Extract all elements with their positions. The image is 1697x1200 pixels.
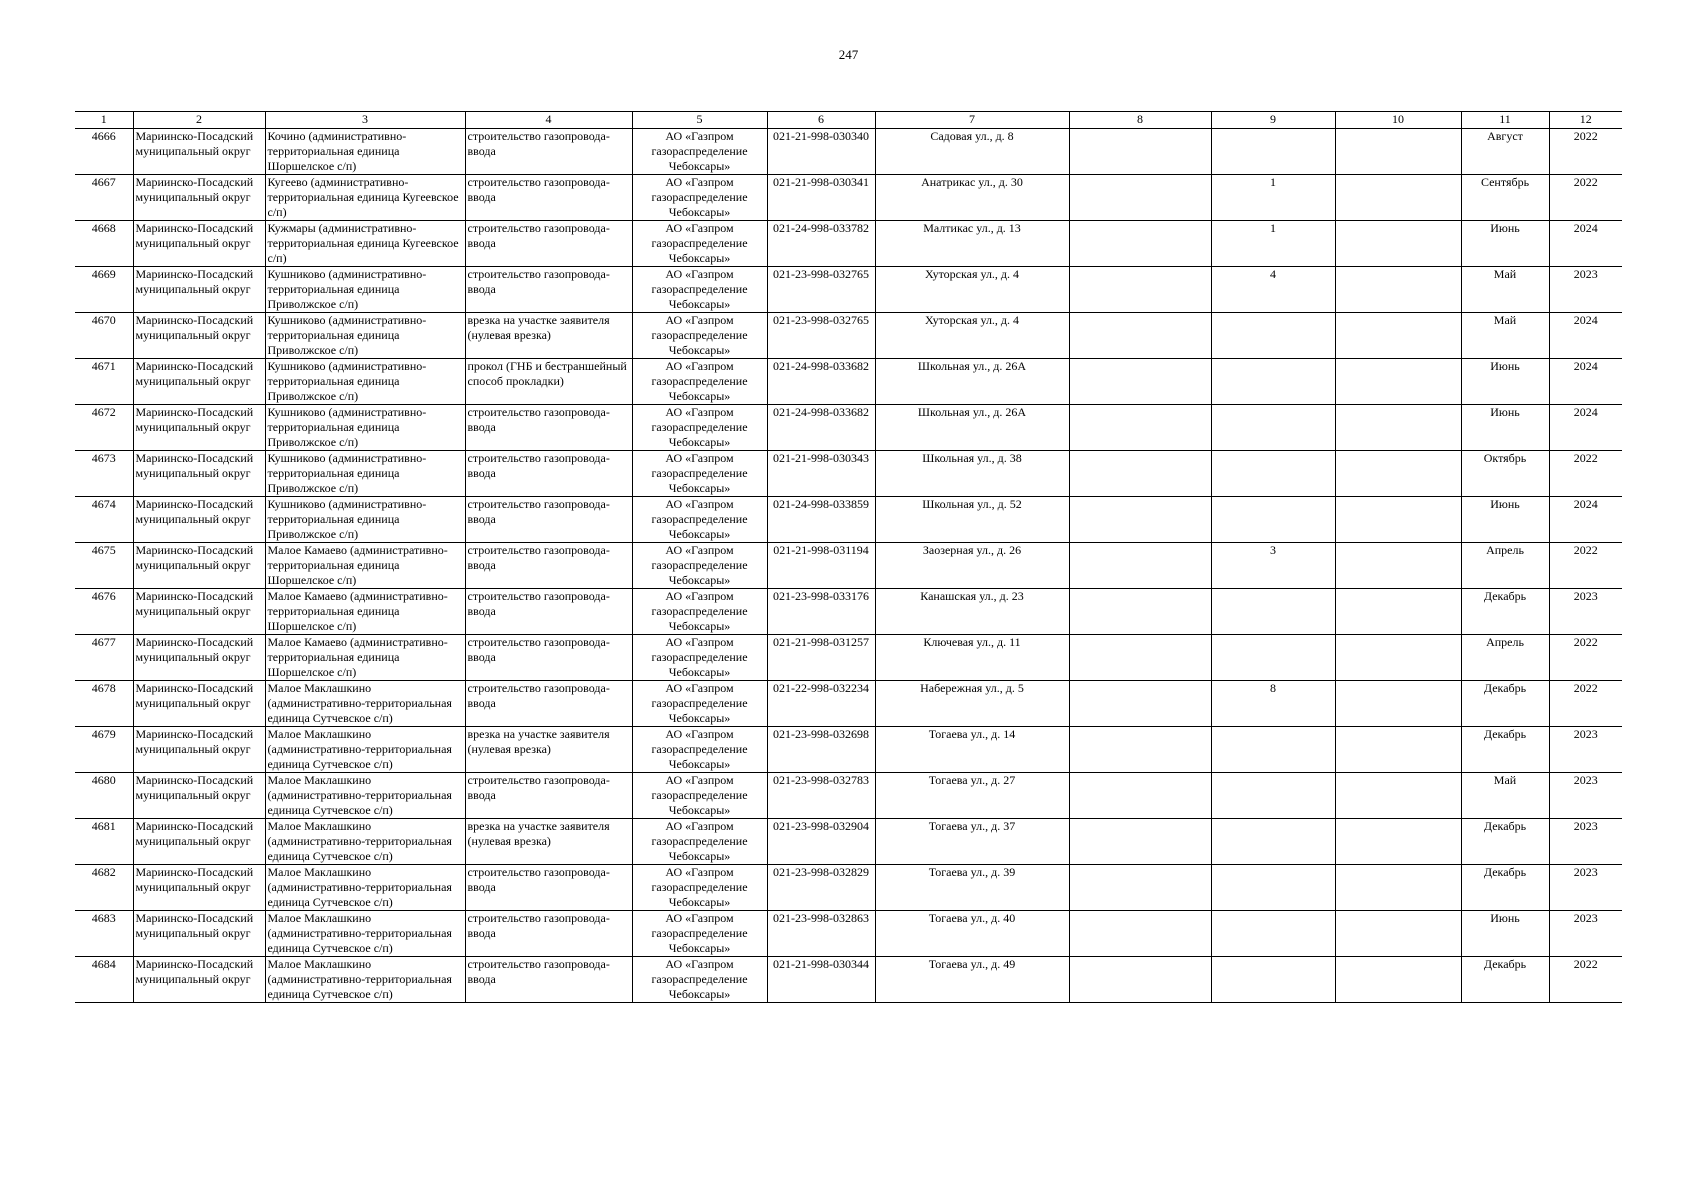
column-9-cell <box>1211 727 1335 773</box>
year-cell: 2024 <box>1549 221 1622 267</box>
table-row <box>75 911 1622 957</box>
district-cell: Мариинско-Посадский муниципальный округ <box>133 129 265 175</box>
address-cell: Заозерная ул., д. 26 <box>875 543 1069 589</box>
month-cell: Июнь <box>1461 497 1549 543</box>
column-header-1: 1 <box>75 112 133 129</box>
column-10-cell <box>1335 727 1461 773</box>
address-cell: Анатрикас ул., д. 30 <box>875 175 1069 221</box>
table-row <box>75 681 1622 727</box>
row-number-cell: 4671 <box>75 359 133 405</box>
column-header-3: 3 <box>265 112 465 129</box>
organization-cell: АО «Газпром газораспределение Чебоксары» <box>632 635 767 681</box>
table-row <box>75 405 1622 451</box>
application-code-cell: 021-21-998-030340 <box>767 129 875 175</box>
settlement-cell: Кочино (административно-территориальная единица Шоршелское с/п) <box>265 129 465 175</box>
organization-cell: АО «Газпром газораспределение Чебоксары» <box>632 681 767 727</box>
column-9-cell <box>1211 635 1335 681</box>
column-10-cell <box>1335 773 1461 819</box>
month-cell: Июнь <box>1461 359 1549 405</box>
organization-cell: АО «Газпром газораспределение Чебоксары» <box>632 497 767 543</box>
application-code-cell: 021-24-998-033782 <box>767 221 875 267</box>
column-10-cell <box>1335 957 1461 1003</box>
application-code-cell: 021-23-998-032863 <box>767 911 875 957</box>
district-cell: Мариинско-Посадский муниципальный округ <box>133 405 265 451</box>
table-row <box>75 267 1622 313</box>
work-type-cell: врезка на участке заявителя (нулевая врезка) <box>465 819 632 865</box>
row-number-cell: 4678 <box>75 681 133 727</box>
table-row <box>75 819 1622 865</box>
column-8-cell <box>1069 773 1211 819</box>
application-code-cell: 021-21-998-030341 <box>767 175 875 221</box>
address-cell: Набережная ул., д. 5 <box>875 681 1069 727</box>
column-header-9: 9 <box>1211 112 1335 129</box>
year-cell: 2022 <box>1549 635 1622 681</box>
work-type-cell: строительство газопровода-ввода <box>465 911 632 957</box>
row-number-cell: 4682 <box>75 865 133 911</box>
organization-cell: АО «Газпром газораспределение Чебоксары» <box>632 451 767 497</box>
organization-cell: АО «Газпром газораспределение Чебоксары» <box>632 865 767 911</box>
column-header-12: 12 <box>1549 112 1622 129</box>
table-row <box>75 497 1622 543</box>
year-cell: 2022 <box>1549 175 1622 221</box>
column-8-cell <box>1069 635 1211 681</box>
row-number-cell: 4684 <box>75 957 133 1003</box>
column-10-cell <box>1335 313 1461 359</box>
month-cell: Декабрь <box>1461 957 1549 1003</box>
year-cell: 2023 <box>1549 911 1622 957</box>
address-cell: Ключевая ул., д. 11 <box>875 635 1069 681</box>
month-cell: Декабрь <box>1461 681 1549 727</box>
settlement-cell: Кушниково (административно-территориальная единица Приволжское с/п) <box>265 313 465 359</box>
year-cell: 2022 <box>1549 681 1622 727</box>
work-type-cell: строительство газопровода-ввода <box>465 589 632 635</box>
settlement-cell: Кушниково (административно-территориальная единица Приволжское с/п) <box>265 359 465 405</box>
column-header-5: 5 <box>632 112 767 129</box>
table-row <box>75 957 1622 1003</box>
row-number-cell: 4676 <box>75 589 133 635</box>
work-type-cell: строительство газопровода-ввода <box>465 635 632 681</box>
month-cell: Май <box>1461 267 1549 313</box>
column-9-cell: 1 <box>1211 175 1335 221</box>
application-code-cell: 021-23-998-032904 <box>767 819 875 865</box>
organization-cell: АО «Газпром газораспределение Чебоксары» <box>632 359 767 405</box>
year-cell: 2024 <box>1549 497 1622 543</box>
organization-cell: АО «Газпром газораспределение Чебоксары» <box>632 819 767 865</box>
district-cell: Мариинско-Посадский муниципальный округ <box>133 681 265 727</box>
application-code-cell: 021-21-998-030343 <box>767 451 875 497</box>
column-10-cell <box>1335 911 1461 957</box>
work-type-cell: строительство газопровода-ввода <box>465 451 632 497</box>
work-type-cell: строительство газопровода-ввода <box>465 773 632 819</box>
address-cell: Школьная ул., д. 38 <box>875 451 1069 497</box>
page-number: 247 <box>838 47 859 62</box>
column-9-cell <box>1211 129 1335 175</box>
column-8-cell <box>1069 497 1211 543</box>
application-code-cell: 021-21-998-030344 <box>767 957 875 1003</box>
settlement-cell: Малое Маклашкино (административно-территориальная единица Сутчевское с/п) <box>265 865 465 911</box>
column-8-cell <box>1069 911 1211 957</box>
settlement-cell: Малое Маклашкино (административно-территориальная единица Сутчевское с/п) <box>265 681 465 727</box>
column-number-row <box>75 112 1622 129</box>
row-number-cell: 4681 <box>75 819 133 865</box>
year-cell: 2023 <box>1549 589 1622 635</box>
settlement-cell: Малое Маклашкино (административно-территориальная единица Сутчевское с/п) <box>265 957 465 1003</box>
work-type-cell: строительство газопровода-ввода <box>465 497 632 543</box>
column-8-cell <box>1069 957 1211 1003</box>
address-cell: Школьная ул., д. 26А <box>875 359 1069 405</box>
address-cell: Тогаева ул., д. 39 <box>875 865 1069 911</box>
column-9-cell <box>1211 865 1335 911</box>
column-8-cell <box>1069 221 1211 267</box>
column-9-cell <box>1211 773 1335 819</box>
column-8-cell <box>1069 405 1211 451</box>
row-number-cell: 4673 <box>75 451 133 497</box>
address-cell: Школьная ул., д. 26А <box>875 405 1069 451</box>
settlement-cell: Малое Маклашкино (административно-территориальная единица Сутчевское с/п) <box>265 727 465 773</box>
district-cell: Мариинско-Посадский муниципальный округ <box>133 543 265 589</box>
column-10-cell <box>1335 589 1461 635</box>
month-cell: Июнь <box>1461 405 1549 451</box>
organization-cell: АО «Газпром газораспределение Чебоксары» <box>632 313 767 359</box>
table-row <box>75 635 1622 681</box>
district-cell: Мариинско-Посадский муниципальный округ <box>133 635 265 681</box>
district-cell: Мариинско-Посадский муниципальный округ <box>133 773 265 819</box>
year-cell: 2022 <box>1549 451 1622 497</box>
month-cell: Декабрь <box>1461 589 1549 635</box>
organization-cell: АО «Газпром газораспределение Чебоксары» <box>632 589 767 635</box>
settlement-cell: Кушниково (административно-территориальная единица Приволжское с/п) <box>265 497 465 543</box>
settlement-cell: Кугеево (административно-территориальная единица Кугеевское с/п) <box>265 175 465 221</box>
column-10-cell <box>1335 497 1461 543</box>
address-cell: Тогаева ул., д. 14 <box>875 727 1069 773</box>
application-code-cell: 021-22-998-032234 <box>767 681 875 727</box>
work-type-cell: строительство газопровода-ввода <box>465 175 632 221</box>
month-cell: Май <box>1461 773 1549 819</box>
application-code-cell: 021-23-998-032783 <box>767 773 875 819</box>
settlement-cell: Кужмары (административно-территориальная единица Кугеевское с/п) <box>265 221 465 267</box>
settlement-cell: Кушниково (административно-территориальная единица Приволжское с/п) <box>265 451 465 497</box>
column-8-cell <box>1069 727 1211 773</box>
column-9-cell: 1 <box>1211 221 1335 267</box>
year-cell: 2022 <box>1549 957 1622 1003</box>
address-cell: Тогаева ул., д. 40 <box>875 911 1069 957</box>
settlement-cell: Кушниково (административно-территориальная единица Приволжское с/п) <box>265 405 465 451</box>
table-row <box>75 773 1622 819</box>
month-cell: Апрель <box>1461 543 1549 589</box>
district-cell: Мариинско-Посадский муниципальный округ <box>133 727 265 773</box>
year-cell: 2022 <box>1549 543 1622 589</box>
month-cell: Апрель <box>1461 635 1549 681</box>
address-cell: Канашская ул., д. 23 <box>875 589 1069 635</box>
year-cell: 2023 <box>1549 773 1622 819</box>
district-cell: Мариинско-Посадский муниципальный округ <box>133 865 265 911</box>
organization-cell: АО «Газпром газораспределение Чебоксары» <box>632 175 767 221</box>
column-8-cell <box>1069 129 1211 175</box>
table-row <box>75 865 1622 911</box>
column-8-cell <box>1069 175 1211 221</box>
column-10-cell <box>1335 129 1461 175</box>
organization-cell: АО «Газпром газораспределение Чебоксары» <box>632 911 767 957</box>
month-cell: Декабрь <box>1461 865 1549 911</box>
table-row <box>75 543 1622 589</box>
row-number-cell: 4675 <box>75 543 133 589</box>
work-type-cell: строительство газопровода-ввода <box>465 221 632 267</box>
organization-cell: АО «Газпром газораспределение Чебоксары» <box>632 727 767 773</box>
table-row <box>75 727 1622 773</box>
work-type-cell: строительство газопровода-ввода <box>465 543 632 589</box>
application-code-cell: 021-23-998-032765 <box>767 267 875 313</box>
year-cell: 2024 <box>1549 313 1622 359</box>
column-8-cell <box>1069 267 1211 313</box>
settlement-cell: Малое Камаево (административно-территориальная единица Шоршелское с/п) <box>265 589 465 635</box>
table-row <box>75 129 1622 175</box>
address-cell: Тогаева ул., д. 37 <box>875 819 1069 865</box>
work-type-cell: врезка на участке заявителя (нулевая врезка) <box>465 727 632 773</box>
month-cell: Сентябрь <box>1461 175 1549 221</box>
column-9-cell <box>1211 405 1335 451</box>
column-10-cell <box>1335 451 1461 497</box>
organization-cell: АО «Газпром газораспределение Чебоксары» <box>632 773 767 819</box>
settlement-cell: Малое Маклашкино (административно-территориальная единица Сутчевское с/п) <box>265 773 465 819</box>
district-cell: Мариинско-Посадский муниципальный округ <box>133 497 265 543</box>
address-cell: Тогаева ул., д. 49 <box>875 957 1069 1003</box>
column-8-cell <box>1069 819 1211 865</box>
row-number-cell: 4674 <box>75 497 133 543</box>
table-row <box>75 221 1622 267</box>
application-code-cell: 021-21-998-031194 <box>767 543 875 589</box>
column-header-7: 7 <box>875 112 1069 129</box>
application-code-cell: 021-24-998-033859 <box>767 497 875 543</box>
organization-cell: АО «Газпром газораспределение Чебоксары» <box>632 129 767 175</box>
column-10-cell <box>1335 681 1461 727</box>
column-9-cell <box>1211 911 1335 957</box>
column-header-11: 11 <box>1461 112 1549 129</box>
row-number-cell: 4683 <box>75 911 133 957</box>
column-8-cell <box>1069 313 1211 359</box>
work-type-cell: строительство газопровода-ввода <box>465 405 632 451</box>
settlement-cell: Малое Камаево (административно-территориальная единица Шоршелское с/п) <box>265 543 465 589</box>
column-10-cell <box>1335 359 1461 405</box>
column-10-cell <box>1335 175 1461 221</box>
row-number-cell: 4667 <box>75 175 133 221</box>
column-9-cell <box>1211 359 1335 405</box>
column-9-cell <box>1211 819 1335 865</box>
application-code-cell: 021-23-998-032698 <box>767 727 875 773</box>
month-cell: Декабрь <box>1461 727 1549 773</box>
year-cell: 2023 <box>1549 727 1622 773</box>
month-cell: Октябрь <box>1461 451 1549 497</box>
settlement-cell: Малое Маклашкино (административно-территориальная единица Сутчевское с/п) <box>265 911 465 957</box>
month-cell: Июнь <box>1461 911 1549 957</box>
column-8-cell <box>1069 865 1211 911</box>
table-header <box>75 112 1622 129</box>
column-header-8: 8 <box>1069 112 1211 129</box>
application-code-cell: 021-21-998-031257 <box>767 635 875 681</box>
gas-connection-table <box>75 111 1622 1003</box>
column-9-cell <box>1211 497 1335 543</box>
month-cell: Август <box>1461 129 1549 175</box>
year-cell: 2024 <box>1549 405 1622 451</box>
district-cell: Мариинско-Посадский муниципальный округ <box>133 313 265 359</box>
work-type-cell: строительство газопровода-ввода <box>465 267 632 313</box>
column-8-cell <box>1069 681 1211 727</box>
column-9-cell: 8 <box>1211 681 1335 727</box>
column-10-cell <box>1335 543 1461 589</box>
district-cell: Мариинско-Посадский муниципальный округ <box>133 359 265 405</box>
row-number-cell: 4670 <box>75 313 133 359</box>
settlement-cell: Малое Маклашкино (административно-территориальная единица Сутчевское с/п) <box>265 819 465 865</box>
column-header-6: 6 <box>767 112 875 129</box>
column-header-4: 4 <box>465 112 632 129</box>
column-9-cell: 4 <box>1211 267 1335 313</box>
address-cell: Малтикас ул., д. 13 <box>875 221 1069 267</box>
district-cell: Мариинско-Посадский муниципальный округ <box>133 175 265 221</box>
year-cell: 2024 <box>1549 359 1622 405</box>
row-number-cell: 4672 <box>75 405 133 451</box>
table-row <box>75 451 1622 497</box>
organization-cell: АО «Газпром газораспределение Чебоксары» <box>632 267 767 313</box>
work-type-cell: строительство газопровода-ввода <box>465 129 632 175</box>
district-cell: Мариинско-Посадский муниципальный округ <box>133 221 265 267</box>
row-number-cell: 4668 <box>75 221 133 267</box>
application-code-cell: 021-23-998-033176 <box>767 589 875 635</box>
address-cell: Хуторская ул., д. 4 <box>875 267 1069 313</box>
application-code-cell: 021-24-998-033682 <box>767 405 875 451</box>
column-header-2: 2 <box>133 112 265 129</box>
work-type-cell: прокол (ГНБ и бестраншейный способ прокладки) <box>465 359 632 405</box>
column-10-cell <box>1335 405 1461 451</box>
month-cell: Май <box>1461 313 1549 359</box>
organization-cell: АО «Газпром газораспределение Чебоксары» <box>632 405 767 451</box>
column-header-10: 10 <box>1335 112 1461 129</box>
column-9-cell: 3 <box>1211 543 1335 589</box>
column-8-cell <box>1069 543 1211 589</box>
work-type-cell: строительство газопровода-ввода <box>465 681 632 727</box>
column-10-cell <box>1335 221 1461 267</box>
table-row <box>75 359 1622 405</box>
application-code-cell: 021-24-998-033682 <box>767 359 875 405</box>
column-9-cell <box>1211 589 1335 635</box>
year-cell: 2023 <box>1549 819 1622 865</box>
work-type-cell: врезка на участке заявителя (нулевая врезка) <box>465 313 632 359</box>
organization-cell: АО «Газпром газораспределение Чебоксары» <box>632 543 767 589</box>
table-body <box>75 129 1622 1003</box>
work-type-cell: строительство газопровода-ввода <box>465 865 632 911</box>
work-type-cell: строительство газопровода-ввода <box>465 957 632 1003</box>
address-cell: Хуторская ул., д. 4 <box>875 313 1069 359</box>
column-9-cell <box>1211 957 1335 1003</box>
row-number-cell: 4679 <box>75 727 133 773</box>
column-10-cell <box>1335 865 1461 911</box>
column-8-cell <box>1069 359 1211 405</box>
row-number-cell: 4666 <box>75 129 133 175</box>
application-code-cell: 021-23-998-032829 <box>767 865 875 911</box>
column-8-cell <box>1069 451 1211 497</box>
column-9-cell <box>1211 451 1335 497</box>
settlement-cell: Кушниково (административно-территориальная единица Приволжское с/п) <box>265 267 465 313</box>
column-10-cell <box>1335 635 1461 681</box>
settlement-cell: Малое Камаево (административно-территориальная единица Шоршелское с/п) <box>265 635 465 681</box>
row-number-cell: 4669 <box>75 267 133 313</box>
district-cell: Мариинско-Посадский муниципальный округ <box>133 267 265 313</box>
address-cell: Тогаева ул., д. 27 <box>875 773 1069 819</box>
column-10-cell <box>1335 819 1461 865</box>
column-9-cell <box>1211 313 1335 359</box>
district-cell: Мариинско-Посадский муниципальный округ <box>133 957 265 1003</box>
organization-cell: АО «Газпром газораспределение Чебоксары» <box>632 957 767 1003</box>
row-number-cell: 4680 <box>75 773 133 819</box>
application-code-cell: 021-23-998-032765 <box>767 313 875 359</box>
year-cell: 2023 <box>1549 865 1622 911</box>
table-row <box>75 175 1622 221</box>
column-10-cell <box>1335 267 1461 313</box>
district-cell: Мариинско-Посадский муниципальный округ <box>133 911 265 957</box>
address-cell: Школьная ул., д. 52 <box>875 497 1069 543</box>
column-8-cell <box>1069 589 1211 635</box>
organization-cell: АО «Газпром газораспределение Чебоксары» <box>632 221 767 267</box>
month-cell: Декабрь <box>1461 819 1549 865</box>
month-cell: Июнь <box>1461 221 1549 267</box>
district-cell: Мариинско-Посадский муниципальный округ <box>133 451 265 497</box>
district-cell: Мариинско-Посадский муниципальный округ <box>133 589 265 635</box>
year-cell: 2022 <box>1549 129 1622 175</box>
address-cell: Садовая ул., д. 8 <box>875 129 1069 175</box>
table-row <box>75 313 1622 359</box>
year-cell: 2023 <box>1549 267 1622 313</box>
table-row <box>75 589 1622 635</box>
row-number-cell: 4677 <box>75 635 133 681</box>
district-cell: Мариинско-Посадский муниципальный округ <box>133 819 265 865</box>
